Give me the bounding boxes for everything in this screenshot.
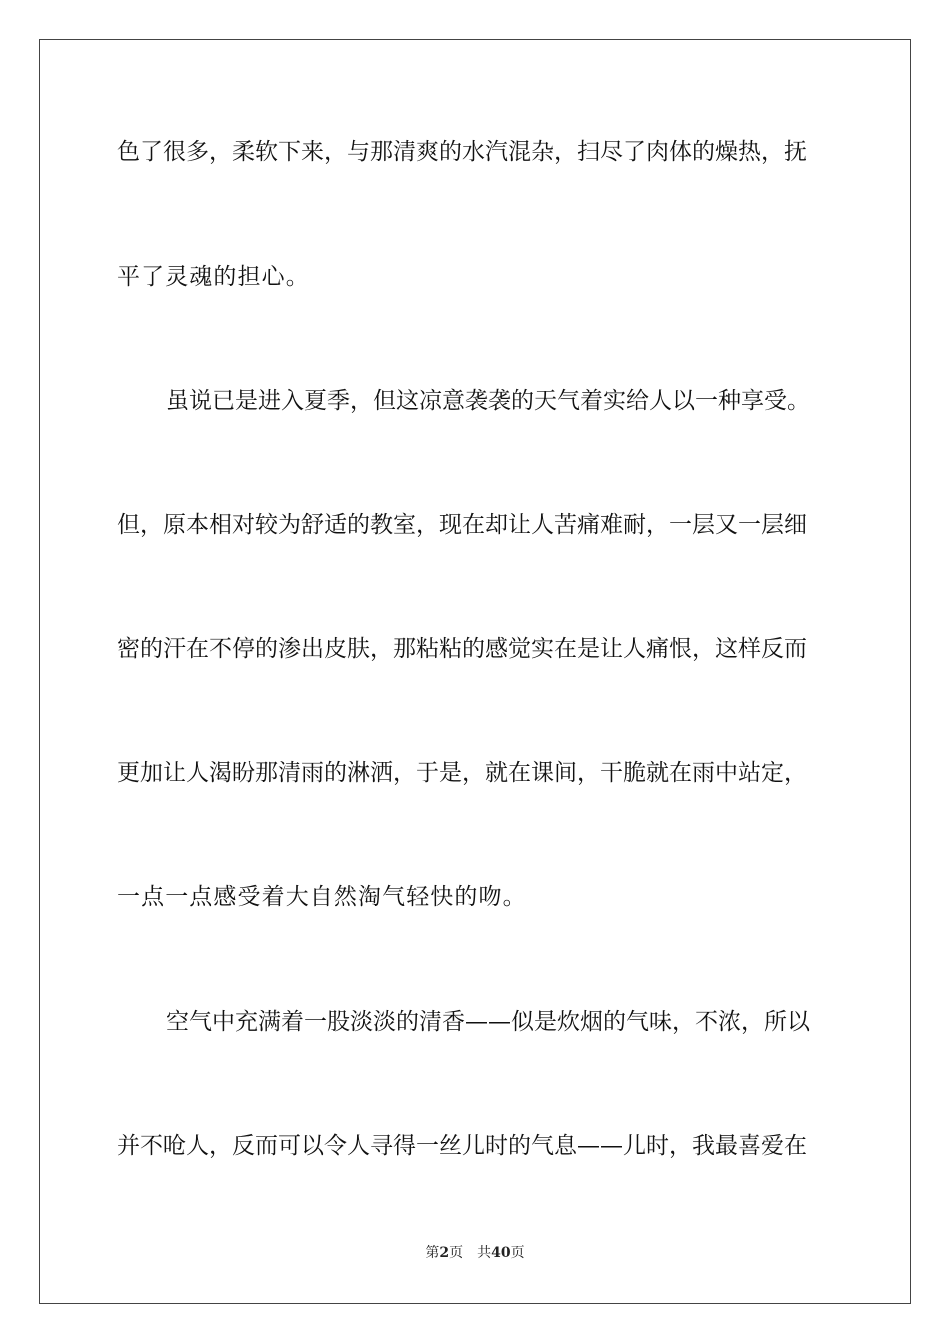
page-prefix: 第 <box>425 1245 440 1261</box>
total-pages: 40 <box>491 1245 511 1261</box>
text-line: 空气中充满着一股淡淡的清香——似是炊烟的气味，不浓，所以 <box>166 1009 810 1035</box>
text-line: 平了灵魂的担心。 <box>117 264 310 290</box>
text-line: 但，原本相对较为舒适的教室，现在却让人苦痛难耐，一层又一层细 <box>117 512 807 538</box>
page-suffix: 页 <box>449 1245 464 1261</box>
text-line: 虽说已是进入夏季，但这凉意袭袭的天气着实给人以一种享受。 <box>166 388 810 414</box>
text-line: 并不呛人，反而可以令人寻得一丝儿时的气息——儿时，我最喜爱在 <box>117 1133 807 1159</box>
total-prefix: 共 <box>477 1245 492 1261</box>
page-number: 2 <box>439 1245 450 1261</box>
text-line: 更加让人渴盼那清雨的淋洒，于是，就在课间，干脆就在雨中站定， <box>117 760 807 786</box>
page-footer <box>0 1244 950 1262</box>
page-border <box>39 39 911 1304</box>
text-line: 色了很多，柔软下来，与那清爽的水汽混杂，扫尽了肉体的燥热，抚 <box>117 139 807 165</box>
total-suffix: 页 <box>510 1245 525 1261</box>
text-line: 一点一点感受着大自然淘气轻快的吻。 <box>117 884 527 910</box>
text-line: 密的汗在不停的渗出皮肤，那粘粘的感觉实在是让人痛恨，这样反而 <box>117 636 807 662</box>
